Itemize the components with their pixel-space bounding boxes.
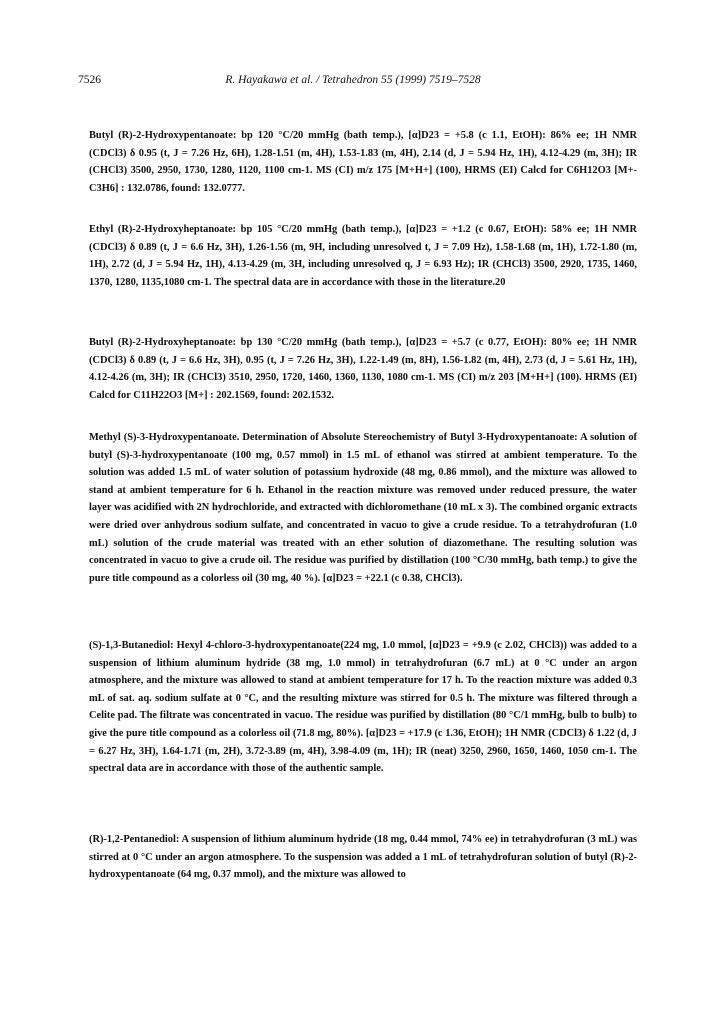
experimental-entry <box>89 221 637 291</box>
page-number: 7526 <box>78 74 101 86</box>
experimental-entry <box>89 334 637 404</box>
compound-title: (S)-1,3-Butanediol: <box>89 640 174 651</box>
experimental-entry <box>89 127 637 197</box>
entry-body: A suspension of lithium aluminum hydride (18 mg, 0.44 mmol, 74% ee) in tetrahydrofuran (3 mL) was stirred at 0 °C under an argon atmosphere. To the suspension was added a 1 mL of tetrahydrofuran solution of butyl (R)-2-hydroxypentanoate (64 mg, 0.37 mmol), and the mixture was allowed to <box>89 834 638 881</box>
entry-body: Hexyl 4-chloro-3-hydroxypentanoate(224 mg, 1.0 mmol, [α]D23 = +9.9 (c 2.02, CHCl3)) was added to a suspension of lithium aluminum hydride (38 mg, 1.0 mmol) in tetrahydrofuran (6.7 mL) at 0 °C under an argon atmosphere, and the mixture was allowed to stand at ambient temperature for 17 h. To the reaction mixture was added 0.3 mL of sat. aq. sodium sulfate at 0 °C, and the resulting mixture was stirred for 0.5 h. The mixture was filtered through a Celite pad. The filtrate was concentrated in vacuo. The residue was purified by distillation (80 °C/1 mmHg, bulb to bulb) to give the pure title compound as a colorless oil (71.8 mg, 80%). [α]D23 = +17.9 (c 1.36, EtOH); 1H NMR (CDCl3) δ 1.22 (d, J = 6.27 Hz, 3H), 1.64-1.71 (m, 2H), 3.72-3.89 (m, 4H), 3.98-4.09 (m, 1H); IR (neat) 3250, 2960, 1650, 1460, 1050 cm-1. The spectral data are in accordance with those of the authentic sample. <box>89 640 637 775</box>
experimental-entry <box>89 831 637 884</box>
running-title: R. Hayakawa et al. / Tetrahedron 55 (1999) 7519–7528 <box>225 74 481 86</box>
page-header <box>78 74 628 90</box>
compound-title: Methyl (S)-3-Hydroxypentanoate. Determination of Absolute Stereochemistry of Butyl 3-Hydroxypentanoate: <box>89 432 578 443</box>
entry-body: bp 120 °C/20 mmHg (bath temp.), [α]D23 = +5.8 (c 1.1, EtOH): 86% ee; 1H NMR (CDCl3) δ 0.95 (t, J = 7.26 Hz, 6H), 1.28-1.51 (m, 4H), 1.53-1.83 (m, 4H), 2.14 (d, J = 5.94 Hz, 1H), 4.12-4.29 (m, 3H); IR (CHCl3) 3500, 2950, 1730, 1280, 1120, 1100 cm-1. MS (CI) m/z 175 [M+H+] (100), HRMS (EI) Calcd for C6H12O3 [M+-C3H6] : 132.0786, found: 132.0777. <box>89 130 637 194</box>
compound-title: Ethyl (R)-2-Hydroxyheptanoate: <box>89 224 237 235</box>
entry-body: bp 130 °C/20 mmHg (bath temp.), [α]D23 = +5.7 (c 0.77, EtOH): 80% ee; 1H NMR (CDCl3) δ 0.89 (t, J = 6.6 Hz, 3H), 0.95 (t, J = 7.26 Hz, 3H), 1.22-1.49 (m, 8H), 1.56-1.82 (m, 4H), 2.73 (d, J = 5.61 Hz, 1H), 4.12-4.26 (m, 3H); IR (CHCl3) 3510, 2950, 1720, 1460, 1360, 1130, 1080 cm-1. MS (CI) m/z 203 [M+H+] (100). HRMS (EI) Calcd for C11H22O3 [M+] : 202.1569, found: 202.1532. <box>89 337 637 401</box>
compound-title: Butyl (R)-2-Hydroxyheptanoate: <box>89 337 237 348</box>
compound-title: (R)-1,2-Pentanediol: <box>89 834 180 845</box>
entry-body: A solution of butyl (S)-3-hydroxypentanoate (100 mg, 0.57 mmol) in 1.5 mL of ethanol was stirred at ambient temperature. To the solution was added 1.5 mL of water solution of potassium hydroxide (48 mg, 0.86 mmol), and the mixture was allowed to stand at ambient temperature for 6 h. Ethanol in the reaction mixture was removed under reduced pressure, the water layer was acidified with 2N hydrochloride, and extracted with dichloromethane (10 mL x 3). The combined organic extracts were dried over anhydrous sodium sulfate, and concentrated in vacuo to give a crude residue. To a tetrahydrofuran (1.0 mL) solution of the crude material was treated with an ether solution of diazomethane. The resulting solution was concentrated in vacuo to give a crude oil. The residue was purified by distillation (100 °C/30 mmHg, bath temp.) to give the pure title compound as a colorless oil (30 mg, 40 %). [α]D23 = +22.1 (c 0.38, CHCl3). <box>89 432 637 584</box>
entry-body: bp 105 °C/20 mmHg (bath temp.), [α]D23 = +1.2 (c 0.67, EtOH): 58% ee; 1H NMR (CDCl3) δ 0.89 (t, J = 6.6 Hz, 3H), 1.26-1.56 (m, 9H, including unresolved t, J = 7.09 Hz), 1.58-1.68 (m, 1H), 1.72-1.80 (m, 1H), 2.72 (d, J = 5.94 Hz, 1H), 4.13-4.29 (m, 3H, including unresolved q, J = 6.93 Hz); IR (CHCl3) 3500, 2920, 1735, 1460, 1370, 1280, 1135,1080 cm-1. The spectral data are in accordance with those in the literature.20 <box>89 224 637 288</box>
compound-title: Butyl (R)-2-Hydroxypentanoate: <box>89 130 237 141</box>
experimental-entry <box>89 429 637 587</box>
experimental-entry <box>89 637 637 778</box>
